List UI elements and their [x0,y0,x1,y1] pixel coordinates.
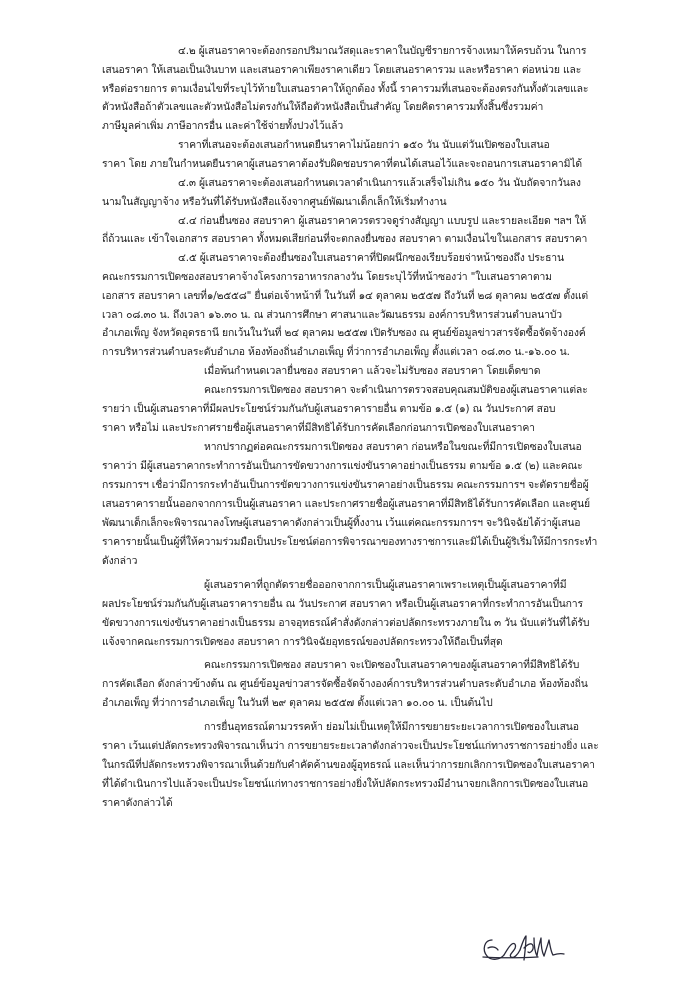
section-4-5-line: เวลา ๐๘.๓๐ น. ถึงเวลา ๑๖.๓๐ น. ณ ส่วนการศึกษา ศาสนาและวัฒนธรรม องค์การบริหารส่วนตำบลนาบัว [102,309,562,321]
section-4-5-line: คณะกรรมการเปิดซองสอบราคาจ้างโครงการอาหารกลางวัน โดยระบุไว้ที่หน้าซองว่า "ใบเสนอราคาตาม [102,271,552,283]
collusion-line: พัฒนาเด็กเล็กจะพิจารณาลงโทษผู้เสนอราคาดังกล่าวเป็นผู้ทิ้งงาน เว้นแต่คณะกรรมการฯ จะวินิจฉัยได้ว่าผู้เสนอ [102,517,581,529]
section-4-3-line: นามในสัญญาจ้าง หรือวันที่ได้รับหนังสือแจ้งจากศูนย์พัฒนาเด็กเล็กให้เริ่มทำงาน [102,196,447,208]
appeal-line: แจ้งจากคณะกรรมการเปิดซอง สอบราคา การวินิจฉัยอุทธรณ์ของปลัดกระทรวงให้ถือเป็นที่สุด [102,636,503,648]
section-4-2-line: ภาษีมูลค่าเพิ่ม ภาษีอากรอื่น และค่าใช้จ่ายทั้งปวงไว้แล้ว [102,120,344,132]
appeal-extension-line: ที่ได้ดำเนินการไปแล้วจะเป็นประโยชน์แก่ทางราชการอย่างยิ่งให้ปลัดกระทรวงมีอำนาจยกเลิกการเปิดซองใบเสนอ [102,778,589,790]
section-4-4-line: ถี่ถ้วนและ เข้าใจเอกสาร สอบราคา ทั้งหมดเสียก่อนที่จะตกลงยื่นซอง สอบราคา ตามเงื่อนไขในเอกสาร สอบราคา [102,233,588,245]
section-4-5-line: เอกสาร สอบราคา เลขที่๑/๒๕๕๘" ยื่นต่อเจ้าหน้าที่ ในวันที่ ๑๔ ตุลาคม ๒๕๕๗ ถึงวันที่ ๒๘ ตุลาคม ๒๕๕๗ ตั้งแต่ [102,290,589,302]
collusion-line: กรรมการฯ เชื่อว่ามีการกระทำอันเป็นการขัดขวางการแข่งขันราคาอย่างเป็นธรรม คณะกรรมการฯ จะตัดรายชื่อผู้ [102,479,589,491]
collusion-line: ราคารายนั้นเป็นผู้ที่ให้ความร่วมมือเป็นประโยชน์ต่อการพิจารณาของทางราชการและมิได้เป็นผู้ริเริ่มให้มีการกระทำ [102,536,598,548]
appeal-line: ผลประโยชน์ร่วมกันกับผู้เสนอราคารายอื่น ณ วันประกาศ สอบราคา หรือเป็นผู้เสนอราคาที่กระทำการอันเป็นการ [102,598,583,610]
opening-line: การคัดเลือก ดังกล่าวข้างต้น ณ ศูนย์ข้อมูลข่าวสารจัดซื้อจัดจ้างองค์การบริหารส่วนตำบลระดับอำเภอ ห้องท้องถิ่น [102,678,588,690]
collusion-line: หากปรากฏต่อคณะกรรมการเปิดซอง สอบราคา ก่อนหรือในขณะที่มีการเปิดซองใบเสนอ [204,441,582,453]
qualification-check-line: รายว่า เป็นผู้เสนอราคาที่มีผลประโยชน์ร่วมกันกับผู้เสนอราคารายอื่น ตามข้อ ๑.๕ (๑) ณ วันประกาศ สอบ [102,403,556,415]
bid-validity-line: ราคา โดย ภายในกำหนดยืนราคาผู้เสนอราคาต้องรับผิดชอบราคาที่ตนได้เสนอไว้และจะถอนการเสนอราคามิได้ [102,158,582,170]
qualification-check-line: ราคา หรือไม่ และประกาศรายชื่อผู้เสนอราคาที่มีสิทธิได้รับการคัดเลือกก่อนการเปิดซองใบเสนอราคา [102,422,535,434]
section-4-2-line: เสนอราคา ให้เสนอเป็นเงินบาท และเสนอราคาเพียงราคาเดียว โดยเสนอราคารวม และหรือราคา ต่อหน่วย และ [102,64,582,76]
signature-icon [478,928,570,968]
section-4-3-line: ๔.๓ ผู้เสนอราคาจะต้องเสนอกำหนดเวลาดำเนินการแล้วเสร็จไม่เกิน ๑๕๐ วัน นับถัดจากวันลง [178,177,581,189]
appeal-extension-line: ราคาดังกล่าวได้ [102,797,173,809]
deadline-line: เมื่อพ้นกำหนดเวลายื่นซอง สอบราคา แล้วจะไม่รับซอง สอบราคา โดยเด็ดขาด [204,365,541,377]
appeal-line: ขัดขวางการแข่งขันราคาอย่างเป็นธรรม อาจอุทธรณ์คำสั่งดังกล่าวต่อปลัดกระทรวงภายใน ๓ วัน นับแต่วันที่ได้รับ [102,617,590,629]
collusion-line: ราคาว่า มีผู้เสนอราคากระทำการอันเป็นการขัดขวางการแข่งขันราคาอย่างเป็นธรรม ตามข้อ ๑.๕ (๒) และคณะ [102,460,583,472]
section-4-5-line: การบริหารส่วนตำบลระดับอำเภอ ห้องท้องถิ่นอำเภอเพ็ญ ที่ว่าการอำเภอเพ็ญ ตั้งแต่เวลา ๐๘.๓๐ น.-๑๖.๐๐ น. [102,346,570,358]
section-4-2-line: ตัวหนังสือถ้าตัวเลขและตัวหนังสือไม่ตรงกันให้ถือตัวหนังสือเป็นสำคัญ โดยคิดราคารวมทั้งสิ้นซึ่งรวมค่า [102,101,544,113]
appeal-extension-line: ในกรณีที่ปลัดกระทรวงพิจารณาเห็นด้วยกับคำคัดค้านของผู้อุทธรณ์ และเห็นว่าการยกเลิกการเปิดซองใบเสนอราคา [102,759,595,771]
collusion-line: เสนอราคารายนั้นออกจากการเป็นผู้เสนอราคา และประกาศรายชื่อผู้เสนอราคาที่มีสิทธิได้รับการคัดเลือก และศูนย์ [102,498,590,510]
section-4-2-line: หรือต่อรายการ ตามเงื่อนไขที่ระบุไว้ท้ายใบเสนอราคาให้ถูกต้อง ทั้งนี้ ราคารวมที่เสนอจะต้องตรงกันทั้งตัวเลขและ [102,83,589,95]
appeal-extension-line: การยื่นอุทธรณ์ตามวรรคห้า ย่อมไม่เป็นเหตุให้มีการขยายระยะเวลาการเปิดซองใบเสนอ [204,721,579,733]
qualification-check-line: คณะกรรมการเปิดซอง สอบราคา จะดำเนินการตรวจสอบคุณสมบัติของผู้เสนอราคาแต่ละ [204,384,588,396]
opening-line: คณะกรรมการเปิดซอง สอบราคา จะเปิดซองใบเสนอราคาของผู้เสนอราคาที่มีสิทธิได้รับ [204,659,580,671]
collusion-line: ดังกล่าว [102,555,138,567]
section-4-5-line: อำเภอเพ็ญ จังหวัดอุดรธานี ยกเว้นในวันที่ ๒๔ ตุลาคม ๒๕๕๗ เปิดรับซอง ณ ศูนย์ข้อมูลข่าวสารจัดซื้อจัดจ้างองค์ [102,327,586,339]
opening-line: อำเภอเพ็ญ ที่ว่าการอำเภอเพ็ญ ในวันที่ ๒๙ ตุลาคม ๒๕๕๗ ตั้งแต่เวลา ๑๐.๐๐ น. เป็นต้นไป [102,697,493,709]
appeal-line: ผู้เสนอราคาที่ถูกตัดรายชื่อออกจากการเป็นผู้เสนอราคาเพราะเหตุเป็นผู้เสนอราคาที่มี [204,579,567,591]
bid-validity-line: ราคาที่เสนอจะต้องเสนอกำหนดยืนราคาไม่น้อยกว่า ๑๕๐ วัน นับแต่วันเปิดซองใบเสนอ [178,139,550,151]
appeal-extension-line: ราคา เว้นแต่ปลัดกระทรวงพิจารณาเห็นว่า การขยายระยะเวลาดังกล่าวจะเป็นประโยชน์แก่ทางราชการอย่างยิ่ง และ [102,740,599,752]
section-4-5-line: ๔.๕ ผู้เสนอราคาจะต้องยื่นซองใบเสนอราคาที่ปิดผนึกซองเรียบร้อยจ่าหน้าซองถึง ประธาน [178,252,564,264]
section-4-2-line: ๔.๒ ผู้เสนอราคาจะต้องกรอกปริมาณวัสดุและราคาในบัญชีรายการจ้างเหมาให้ครบถ้วน ในการ [178,45,587,57]
section-4-4-line: ๔.๔ ก่อนยื่นซอง สอบราคา ผู้เสนอราคาควรตรวจดูร่างสัญญา แบบรูป และรายละเอียด ฯลฯ ให้ [178,215,587,227]
